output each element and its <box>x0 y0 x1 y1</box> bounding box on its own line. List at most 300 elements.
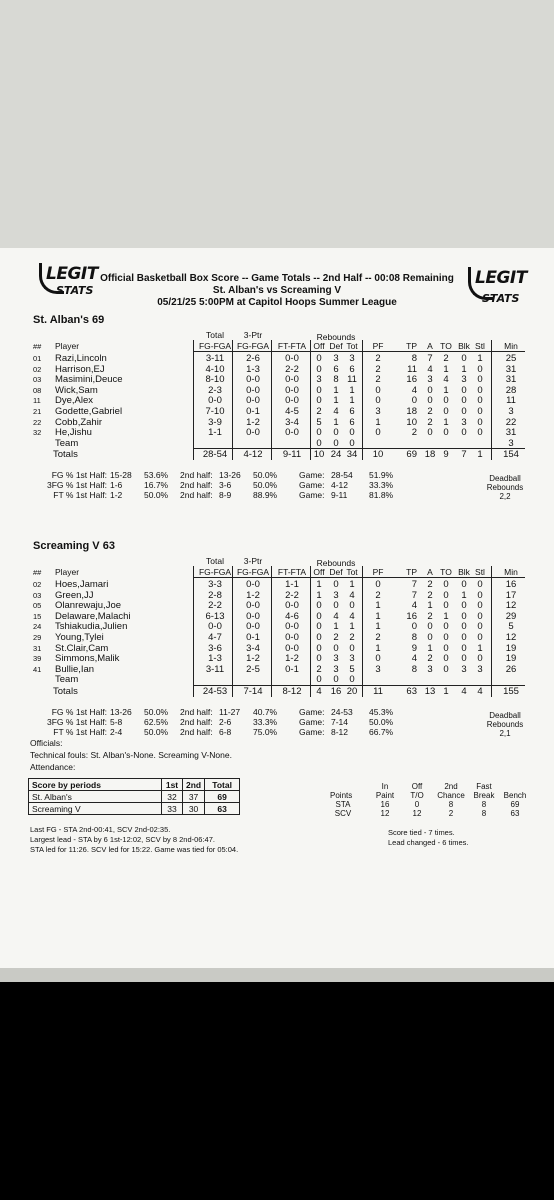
technical-fouls-line: Technical fouls: St. Alban's-None. Screaming V-None. <box>30 750 232 760</box>
total-turnovers: 9 <box>443 449 449 461</box>
def-reb: 8 <box>333 374 339 386</box>
blocks: 0 <box>461 579 467 590</box>
largest-lead-note: Largest lead - STA by 6 1st-12:02, SCV by 8 2nd-06:47. <box>30 835 215 844</box>
off-reb: 0 <box>316 363 322 375</box>
def-reb: 3 <box>333 653 339 665</box>
header-personal-fouls: PF <box>372 341 384 351</box>
ft-fta: 4-5 <box>285 406 299 417</box>
total-points: 11 <box>407 363 417 375</box>
minutes: 31 <box>505 427 517 439</box>
player-name: Harrison,EJ <box>55 363 105 375</box>
team-title: Screaming V 63 <box>33 540 115 552</box>
tot-reb: 11 <box>347 374 357 386</box>
breakdown-header: Off <box>411 782 423 791</box>
fg3-fga3: 0-0 <box>246 374 260 386</box>
breakdown-value: 12 <box>412 809 422 818</box>
minutes: 31 <box>505 363 517 375</box>
breakdown-value: 12 <box>380 809 390 818</box>
turnovers: 4 <box>443 374 449 386</box>
assists: 3 <box>427 663 433 675</box>
personal-fouls: 2 <box>375 589 381 601</box>
fg3-fga3: 1-2 <box>246 589 260 601</box>
header-fg3-fga3: FG-FGA <box>236 567 270 577</box>
assists: 1 <box>427 600 433 612</box>
header-total-points: TP <box>406 567 417 577</box>
logo-top-text: LEGIT <box>475 268 527 288</box>
total-minutes: 155 <box>503 686 519 697</box>
header-title: Official Basketball Box Score -- Game Totals -- 2nd Half -- 00:08 Remaining <box>100 273 454 284</box>
header-steals: Stl <box>475 341 485 351</box>
off-reb: 2 <box>316 663 322 675</box>
minutes: 3 <box>508 437 514 449</box>
breakdown-header: Chance <box>437 791 465 800</box>
pct-value: 8-12 <box>331 727 349 737</box>
fg-fga: 0-0 <box>208 621 222 633</box>
breakdown-value: 69 <box>510 800 520 809</box>
total-player-name: Totals <box>53 449 78 461</box>
fg3-fga3: 0-0 <box>246 621 260 633</box>
score-by-periods-header <box>29 779 240 791</box>
def-reb: 1 <box>333 384 339 396</box>
breakdown-header: 2nd <box>444 782 458 791</box>
table-row <box>33 653 523 664</box>
breakdown-header: Bench <box>503 791 527 800</box>
tot-reb: 6 <box>349 406 355 417</box>
fg-fga: 6-13 <box>205 610 225 622</box>
logo-top-text: LEGIT <box>46 264 98 284</box>
turnovers: 0 <box>443 600 449 612</box>
total-points: 18 <box>406 406 417 417</box>
steals: 0 <box>477 416 483 428</box>
total-points: 7 <box>411 589 417 601</box>
score-by-periods-table <box>28 778 240 815</box>
pct-value: 62.5% <box>144 717 169 727</box>
fg-fga: 2-8 <box>208 589 222 601</box>
pct-value: 8-9 <box>219 490 232 501</box>
steals: 1 <box>477 642 483 654</box>
table-row <box>33 427 523 438</box>
ft-fta: 2-2 <box>285 363 299 375</box>
group-header-3ptr: 3-Ptr <box>243 330 263 340</box>
player-name: Young,Tylei <box>55 632 104 643</box>
pct-value: 9-11 <box>331 490 348 501</box>
minutes: 26 <box>505 663 517 675</box>
header-fg-fga: FG-FGA <box>198 567 232 577</box>
table-row <box>33 364 523 375</box>
minutes: 19 <box>505 642 517 654</box>
pct-value: Game: <box>299 490 325 501</box>
sbp-header-2nd: 2nd <box>183 779 205 791</box>
def-reb: 4 <box>333 406 339 417</box>
turnovers: 1 <box>443 384 449 396</box>
breakdown-value: 8 <box>448 800 454 809</box>
pct-value: 1-6 <box>110 480 123 491</box>
steals: 0 <box>477 653 483 665</box>
pct-value: 53.6% <box>144 470 169 481</box>
def-reb: 4 <box>333 610 339 622</box>
def-reb: 0 <box>333 579 339 590</box>
pct-value: 33.3% <box>253 717 278 727</box>
total-total-points: 69 <box>406 449 417 461</box>
breakdown-value: 8 <box>481 809 487 818</box>
player-name: Dye,Alex <box>55 395 94 407</box>
pct-value: 51.9% <box>369 470 394 481</box>
ft-fta: 0-0 <box>285 600 299 612</box>
total-personal-fouls: 11 <box>373 686 383 697</box>
table-row <box>33 579 523 590</box>
player-name: He,Jishu <box>55 427 92 439</box>
off-reb: 0 <box>316 653 322 665</box>
jersey-number: 32 <box>33 428 42 438</box>
total-points: 9 <box>411 642 417 654</box>
tot-reb: 0 <box>349 674 355 686</box>
box-score-sheet <box>0 248 554 968</box>
assists: 0 <box>427 621 433 633</box>
personal-fouls: 0 <box>375 653 381 665</box>
assists: 0 <box>427 427 433 439</box>
minutes: 31 <box>505 374 517 386</box>
blocks: 0 <box>461 384 467 396</box>
score-tied-note: Score tied - 7 times. <box>388 828 455 837</box>
pct-value: 16.7% <box>144 480 169 491</box>
deadball-rebounds: 2,1 <box>499 729 511 738</box>
table-row <box>33 374 523 385</box>
personal-fouls: 2 <box>375 353 381 364</box>
assists: 2 <box>427 406 433 417</box>
off-reb: 2 <box>316 406 322 417</box>
blocks: 3 <box>461 374 467 386</box>
personal-fouls: 1 <box>375 416 381 428</box>
total-points: 16 <box>406 374 417 386</box>
off-reb: 0 <box>316 353 322 364</box>
officials-line: Officials: <box>30 738 63 748</box>
def-reb: 0 <box>333 427 339 439</box>
def-reb: 0 <box>333 437 339 449</box>
tot-reb: 1 <box>349 395 355 407</box>
pct-value: 40.7% <box>253 707 278 717</box>
ft-fta: 3-4 <box>285 416 299 428</box>
pct-value: Game: <box>299 727 325 737</box>
pct-value: 2nd half: <box>180 470 213 481</box>
def-reb: 6 <box>333 363 339 375</box>
assists: 0 <box>427 395 433 407</box>
blocks: 0 <box>461 621 467 633</box>
turnovers: 0 <box>443 406 449 417</box>
breakdown-value: 2 <box>448 809 454 818</box>
totals-row <box>33 449 523 460</box>
total-blocks: 4 <box>461 686 467 697</box>
pct-value: 66.7% <box>369 727 394 737</box>
fg3-fga3: 0-1 <box>246 406 260 417</box>
score-by-periods-row <box>29 803 240 815</box>
off-reb: 0 <box>316 427 322 439</box>
sbp-1st: 32 <box>162 791 183 803</box>
turnovers: 0 <box>443 621 449 633</box>
total-def-reb: 24 <box>330 449 342 461</box>
total-blocks: 7 <box>461 449 467 461</box>
steals: 0 <box>477 395 483 407</box>
table-row <box>33 353 523 364</box>
sbp-total: 69 <box>205 791 240 803</box>
breakdown-header: Paint <box>375 791 395 800</box>
total-total-points: 63 <box>406 686 417 697</box>
steals: 0 <box>477 384 483 396</box>
table-row <box>33 590 523 601</box>
ft-fta: 1-2 <box>285 653 299 665</box>
header-ft-fta: FT-FTA <box>277 567 307 577</box>
pct-value: 6-8 <box>219 727 232 737</box>
jersey-number: 11 <box>33 396 41 406</box>
minutes: 3 <box>508 406 514 417</box>
header-fg-fga: FG-FGA <box>198 341 232 351</box>
total-points: 0 <box>411 395 417 407</box>
turnovers: 1 <box>443 416 449 428</box>
fg-fga: 3-11 <box>205 663 225 675</box>
assists: 1 <box>427 642 433 654</box>
total-fg3-fga3: 7-14 <box>243 686 263 697</box>
personal-fouls: 0 <box>375 384 381 396</box>
blocks: 1 <box>461 589 467 601</box>
score-by-periods-row <box>29 791 240 803</box>
pct-value: FT % 1st Half: <box>53 727 107 737</box>
ft-fta: 0-0 <box>285 642 299 654</box>
steals: 0 <box>477 579 483 590</box>
off-reb: 0 <box>316 621 322 633</box>
turnovers: 1 <box>443 363 449 375</box>
jersey-number: 02 <box>33 580 42 589</box>
breakdown-value: SCV <box>334 809 352 818</box>
header-tot-reb: Tot <box>346 341 358 351</box>
tot-reb: 4 <box>349 610 355 622</box>
pct-value: 50.0% <box>369 717 394 727</box>
jersey-number: 31 <box>33 643 42 653</box>
steals: 0 <box>477 374 483 386</box>
team-title: St. Alban's 69 <box>33 314 105 326</box>
deadball-rebounds: Deadball <box>489 474 521 484</box>
tot-reb: 3 <box>349 653 355 665</box>
personal-fouls: 0 <box>375 579 381 590</box>
blocks: 0 <box>461 600 467 612</box>
assists: 0 <box>427 384 433 396</box>
turnovers: 0 <box>443 395 449 407</box>
pct-value: 2nd half: <box>180 727 213 737</box>
pct-value: FT % 1st Half: <box>53 490 107 501</box>
def-reb: 0 <box>333 600 339 612</box>
total-off-reb: 4 <box>316 686 322 697</box>
total-points: 16 <box>406 610 417 622</box>
breakdown-value: 8 <box>481 800 487 809</box>
off-reb: 0 <box>316 610 322 622</box>
pct-value: 50.0% <box>253 480 278 491</box>
table-row <box>33 600 523 611</box>
personal-fouls: 1 <box>375 642 381 654</box>
header-def-reb: Def <box>329 567 343 577</box>
ft-fta: 0-0 <box>285 427 299 439</box>
personal-fouls: 1 <box>375 610 381 622</box>
logo-bottom-text: STATS <box>482 292 520 305</box>
def-reb: 1 <box>333 416 339 428</box>
total-steals: 1 <box>477 449 483 461</box>
fg3-fga3: 0-0 <box>246 600 260 612</box>
pct-value: 2-4 <box>110 727 123 737</box>
pct-value: 2nd half: <box>180 490 213 501</box>
total-minutes: 154 <box>503 449 519 461</box>
tot-reb: 0 <box>349 600 355 612</box>
steals: 0 <box>477 427 483 439</box>
fg-fga: 4-7 <box>208 632 222 643</box>
off-reb: 0 <box>316 384 322 396</box>
total-points: 4 <box>411 653 417 665</box>
def-reb: 0 <box>333 674 339 686</box>
pct-value: Game: <box>299 707 325 717</box>
fg-fga: 3-9 <box>208 416 222 428</box>
fg3-fga3: 0-1 <box>246 632 260 643</box>
header-ft-fta: FT-FTA <box>277 341 307 351</box>
pct-value: 28-54 <box>331 470 353 481</box>
table-row <box>33 621 523 632</box>
fg3-fga3: 0-0 <box>246 395 260 407</box>
personal-fouls: 1 <box>375 600 381 612</box>
pct-value: 75.0% <box>253 727 278 737</box>
breakdown-header: In <box>381 782 389 791</box>
off-reb: 5 <box>316 416 322 428</box>
total-assists: 13 <box>424 686 436 697</box>
ft-fta: 0-0 <box>285 353 299 364</box>
player-name: Razi,Lincoln <box>55 353 107 364</box>
header-personal-fouls: PF <box>372 567 384 577</box>
fg-fga: 4-10 <box>205 363 225 375</box>
def-reb: 3 <box>333 353 339 364</box>
header-off-reb: Off <box>313 341 325 351</box>
table-row <box>33 643 523 654</box>
personal-fouls: 3 <box>375 406 381 417</box>
fg3-fga3: 1-2 <box>246 653 260 665</box>
personal-fouls: 0 <box>375 395 381 407</box>
header-matchup: St. Alban's vs Screaming V <box>212 285 342 296</box>
turnovers: 0 <box>443 579 449 590</box>
total-def-reb: 16 <box>330 686 342 697</box>
fg3-fga3: 2-6 <box>246 353 260 364</box>
blocks: 0 <box>461 632 467 643</box>
pct-value: 33.3% <box>369 480 394 491</box>
total-player-name: Totals <box>53 686 78 697</box>
pct-value: 13-26 <box>219 470 241 481</box>
breakdown-header: T/O <box>410 791 424 800</box>
off-reb: 1 <box>316 579 322 590</box>
pct-value: 3FG % 1st Half: <box>47 717 107 727</box>
pct-value: 50.0% <box>144 727 169 737</box>
pct-value: 5-8 <box>110 717 123 727</box>
lead-time-note: STA led for 11:26. SCV led for 15:22. Game was tied for 05:04. <box>30 845 239 854</box>
fg-fga: 3-6 <box>208 642 222 654</box>
jersey-number: 21 <box>33 407 42 416</box>
steals: 1 <box>477 353 483 364</box>
player-name: St.Clair,Cam <box>55 642 109 654</box>
sbp-team: Screaming V <box>29 803 162 815</box>
group-header-3ptr: 3-Ptr <box>243 556 263 566</box>
jersey-number: 03 <box>33 590 42 600</box>
total-tot-reb: 34 <box>346 449 358 461</box>
player-name: Team <box>55 674 79 686</box>
fg-fga: 1-3 <box>208 653 222 665</box>
personal-fouls: 2 <box>375 363 381 375</box>
jersey-number: 39 <box>33 654 42 664</box>
tot-reb: 1 <box>349 621 355 633</box>
jersey-number: 41 <box>33 664 42 674</box>
off-reb: 0 <box>316 395 322 407</box>
header-blocks: Blk <box>458 341 470 351</box>
player-name: Hoes,Jamari <box>55 579 109 590</box>
jersey-number: 22 <box>33 417 42 427</box>
off-reb: 0 <box>316 674 322 686</box>
turnovers: 0 <box>443 653 449 665</box>
fg-fga: 2-2 <box>208 600 222 612</box>
table-row <box>33 632 523 643</box>
sbp-total: 63 <box>205 803 240 815</box>
pct-value: 7-14 <box>331 717 349 727</box>
breakdown-points-label: Points <box>330 791 353 800</box>
total-points: 4 <box>411 600 417 612</box>
total-ft-fta: 9-11 <box>282 449 302 461</box>
pct-value: 45.3% <box>369 707 394 717</box>
pct-value: 81.8% <box>369 490 394 501</box>
header-minutes: Min <box>504 567 518 577</box>
deadball-rebounds: Rebounds <box>486 720 524 729</box>
total-ft-fta: 8-12 <box>282 686 302 697</box>
background-wall-top <box>0 0 554 248</box>
sbp-header-1st: 1st <box>162 779 183 791</box>
off-reb: 0 <box>316 600 322 612</box>
fg-fga: 8-10 <box>205 374 225 386</box>
sbp-2nd: 37 <box>183 791 205 803</box>
header-fg3-fga3: FG-FGA <box>236 341 270 351</box>
blocks: 0 <box>461 610 467 622</box>
header-tot-reb: Tot <box>346 567 358 577</box>
assists: 2 <box>427 653 433 665</box>
minutes: 29 <box>505 610 517 622</box>
pct-value: 24-53 <box>331 707 353 717</box>
group-header-total: Total <box>206 330 224 340</box>
turnovers: 0 <box>443 427 449 439</box>
fg-fga: 0-0 <box>208 395 222 407</box>
group-header-total: Total <box>206 556 224 566</box>
tot-reb: 0 <box>349 437 355 449</box>
table-row <box>33 395 523 406</box>
total-points: 8 <box>411 353 417 364</box>
blocks: 3 <box>461 663 467 675</box>
blocks: 0 <box>461 406 467 417</box>
tot-reb: 6 <box>349 363 355 375</box>
player-name: Tshiakudia,Julien <box>55 621 128 633</box>
turnovers: 0 <box>443 663 449 675</box>
total-points: 7 <box>411 579 417 590</box>
minutes: 22 <box>505 416 517 428</box>
jersey-number: 29 <box>33 633 42 642</box>
pct-value: 4-12 <box>331 480 349 491</box>
assists: 2 <box>427 579 433 590</box>
fg3-fga3: 1-2 <box>246 416 260 428</box>
assists: 3 <box>427 374 433 386</box>
pct-value: Game: <box>299 470 325 481</box>
tot-reb: 1 <box>349 579 355 590</box>
total-points: 10 <box>406 416 417 428</box>
player-name: Delaware,Malachi <box>55 610 131 622</box>
turnovers: 0 <box>443 632 449 643</box>
steals: 0 <box>477 406 483 417</box>
total-off-reb: 10 <box>313 449 325 461</box>
total-steals: 4 <box>477 686 483 697</box>
steals: 0 <box>477 589 483 601</box>
